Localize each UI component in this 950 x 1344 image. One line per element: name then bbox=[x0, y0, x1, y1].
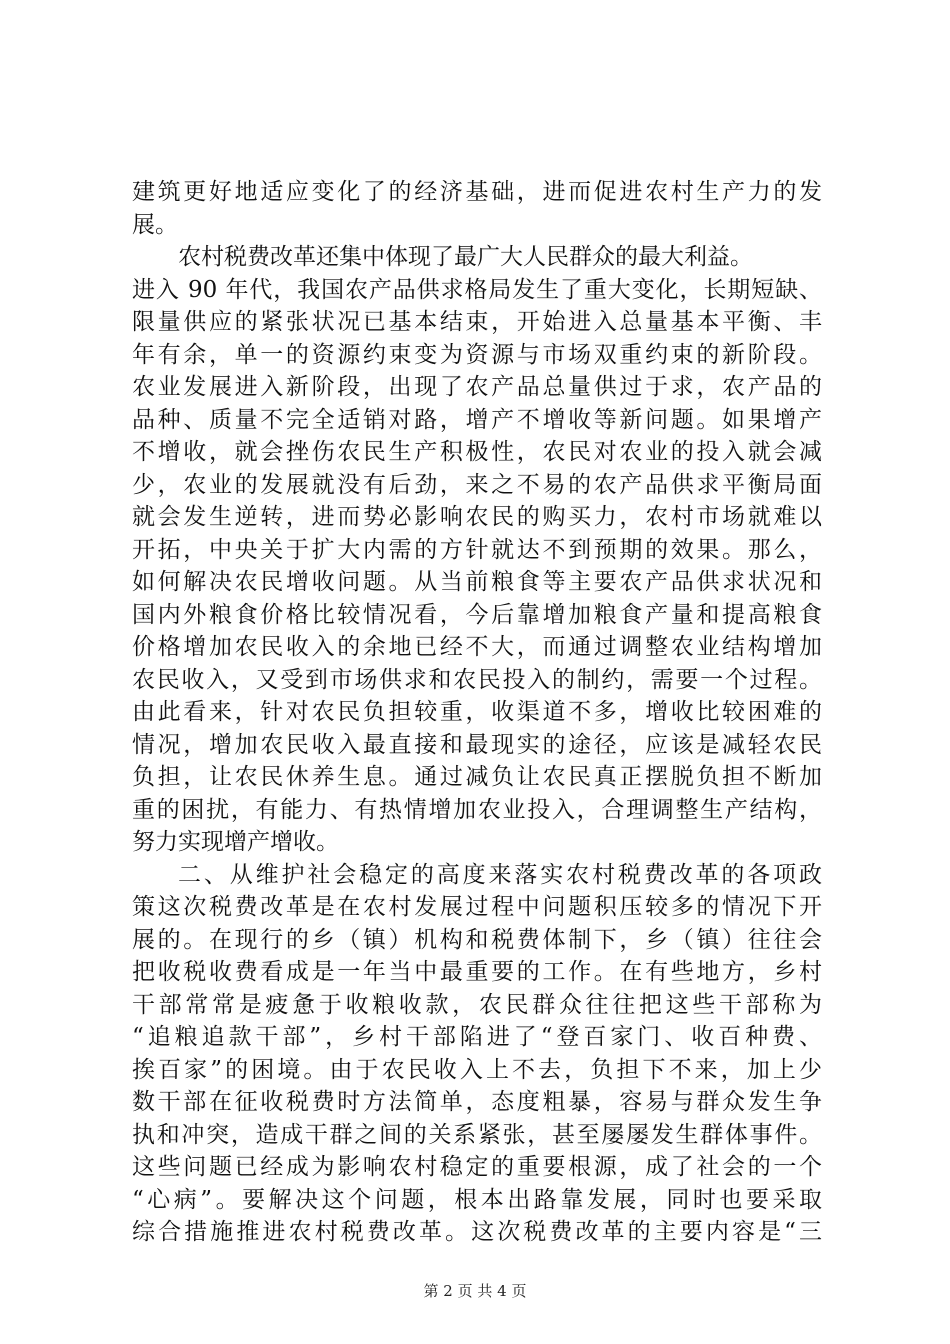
text-line: 年有余，单一的资源约束变为资源与市场双重约束的新阶段。 bbox=[132, 341, 822, 368]
text-line: 努力实现增产增收。 bbox=[132, 829, 339, 855]
paragraph-start-line: 农村税费改革还集中体现了最广大人民群众的最大利益。 bbox=[178, 244, 753, 270]
text-line: 展的。在现行的乡（镇）机构和税费体制下，乡（镇）往往会 bbox=[132, 926, 822, 953]
text-line: 负担，让农民休养生息。通过减负让农民真正摆脱负担不断加 bbox=[132, 764, 822, 790]
text-line: 把收税收费看成是一年当中最重要的工作。在有些地方，乡村 bbox=[132, 959, 822, 985]
text-line: 如何解决农民增收问题。从当前粮食等主要农产品供求状况和 bbox=[132, 569, 822, 595]
text-line: 挨百家”的困境。由于农民收入上不去，负担下不来，加上少 bbox=[132, 1056, 822, 1083]
text-line: 综合措施推进农村税费改革。这次税费改革的主要内容是“三 bbox=[132, 1219, 822, 1245]
text-line: 就会发生逆转，进而势必影响农民的购买力，农村市场就难以 bbox=[132, 504, 822, 530]
text-line: 进入 90 年代，我国农产品供求格局发生了重大变化，长期短缺、 bbox=[132, 276, 822, 303]
text-line: 品种、质量不完全适销对路，增产不增收等新问题。如果增产 bbox=[132, 406, 822, 433]
body-text bbox=[132, 176, 822, 1249]
text-line: 情况，增加农民收入最直接和最现实的途径，应该是减轻农民 bbox=[132, 731, 822, 758]
text-line: 展。 bbox=[132, 211, 178, 238]
text-line: 不增收，就会挫伤农民生产积极性，农民对农业的投入就会减 bbox=[132, 439, 822, 465]
text-line: 由此看来，针对农民负担较重，收渠道不多，增收比较困难的 bbox=[132, 699, 822, 725]
text-line: 开拓，中央关于扩大内需的方针就达不到预期的效果。那么， bbox=[132, 536, 822, 563]
text-line: 执和冲突，造成干群之间的关系紧张，甚至屡屡发生群体事件。 bbox=[132, 1121, 822, 1148]
text-line: “心病”。要解决这个问题，根本出路靠发展，同时也要采取 bbox=[132, 1186, 822, 1213]
text-line: 干部常常是疲惫于收粮收款，农民群众往往把这些干部称为 bbox=[132, 991, 822, 1018]
text-line: 农民收入，又受到市场供求和农民投入的制约，需要一个过程。 bbox=[132, 666, 822, 693]
text-line: 数干部在征收税费时方法简单，态度粗暴，容易与群众发生争 bbox=[132, 1089, 822, 1115]
paragraph-start-line: 二、从维护社会稳定的高度来落实农村税费改革的各项政 bbox=[178, 861, 822, 888]
text-line: 少，农业的发展就没有后劲，来之不易的农产品供求平衡局面 bbox=[132, 471, 822, 498]
text-line: 重的困扰，有能力、有热情增加农业投入，合理调整生产结构， bbox=[132, 796, 822, 823]
text-line: 策这次税费改革是在农村发展过程中问题积压较多的情况下开 bbox=[132, 894, 822, 920]
page-number-footer: 第 2 页 共 4 页 bbox=[423, 1282, 527, 1300]
text-line: 这些问题已经成为影响农村稳定的重要根源，成了社会的一个 bbox=[132, 1154, 822, 1180]
text-line: 农业发展进入新阶段，出现了农产品总量供过于求，农产品的 bbox=[132, 374, 822, 400]
text-line: “追粮追款干部”，乡村干部陷进了“登百家门、收百种费、 bbox=[132, 1024, 822, 1050]
text-line: 限量供应的紧张状况已基本结束，开始进入总量基本平衡、丰 bbox=[132, 309, 822, 335]
text-line: 建筑更好地适应变化了的经济基础，进而促进农村生产力的发 bbox=[132, 179, 822, 205]
text-line: 国内外粮食价格比较情况看，今后靠增加粮食产量和提高粮食 bbox=[132, 601, 822, 628]
text-line: 价格增加农民收入的余地已经不大，而通过调整农业结构增加 bbox=[132, 634, 822, 660]
